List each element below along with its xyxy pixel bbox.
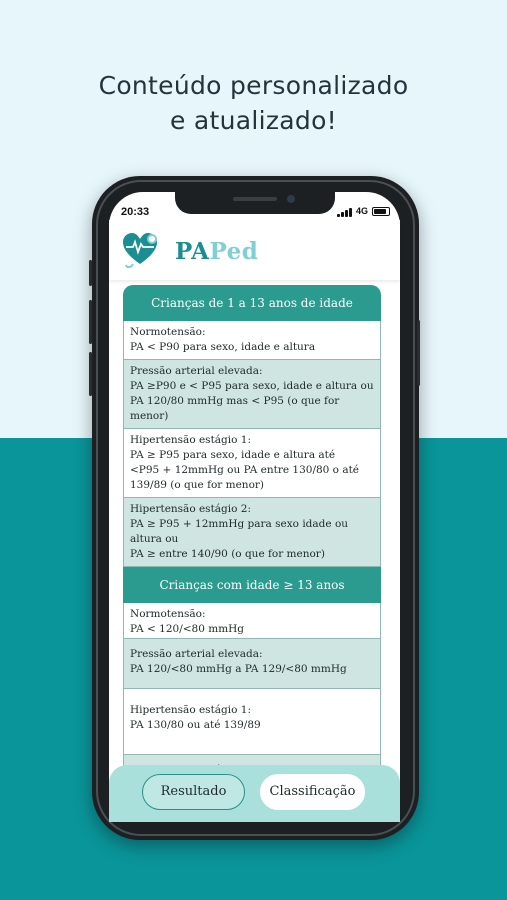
app-header bbox=[109, 220, 400, 280]
row-text: PA 120/<80 mmHg a PA 129/<80 mmHg bbox=[130, 663, 347, 675]
table-row bbox=[123, 603, 381, 639]
table-row bbox=[123, 639, 381, 689]
phone-side-button bbox=[89, 260, 92, 286]
phone-screen bbox=[109, 192, 400, 822]
phone-power-button bbox=[417, 320, 420, 386]
bottom-navigation bbox=[109, 765, 400, 822]
section-title-1-to-13: Crianças de 1 a 13 anos de idade bbox=[123, 285, 381, 321]
promo-headline bbox=[0, 68, 507, 138]
app-logo-text bbox=[175, 238, 258, 265]
row-text: PA ≥P90 e < P95 para sexo, idade e altura ou bbox=[130, 380, 374, 392]
table-row bbox=[123, 429, 381, 498]
table-row bbox=[123, 360, 381, 429]
logo-bold: PA bbox=[175, 238, 210, 265]
row-title: Normotensão: bbox=[130, 608, 206, 620]
logo-light: Ped bbox=[209, 238, 259, 265]
row-text: menor) bbox=[130, 410, 169, 422]
status-bar bbox=[109, 192, 400, 216]
result-button[interactable]: Resultado bbox=[142, 774, 245, 810]
row-text: PA < 120/<80 mmHg bbox=[130, 623, 245, 635]
headline-line-2: e atualizado! bbox=[169, 106, 338, 135]
classification-table[interactable] bbox=[123, 285, 381, 765]
network-type: 4G bbox=[356, 206, 369, 216]
phone-volume-up bbox=[89, 300, 92, 344]
row-text: PA < P90 para sexo, idade e altura bbox=[130, 341, 316, 353]
classification-button[interactable]: Classificação bbox=[260, 774, 365, 810]
row-text: PA ≥ entre 140/90 (o que for menor) bbox=[130, 548, 325, 560]
headline-line-1: Conteúdo personalizado bbox=[98, 71, 409, 100]
row-text: PA ≥ P95 para sexo, idade e altura até bbox=[130, 449, 336, 461]
table-row bbox=[123, 321, 381, 360]
table-row bbox=[123, 689, 381, 755]
row-title: Pressão arterial elevada: bbox=[130, 648, 263, 660]
phone-volume-down bbox=[89, 352, 92, 396]
row-title: Pressão arterial elevada: bbox=[130, 365, 263, 377]
row-title: Normotensão: bbox=[130, 326, 206, 338]
row-text: PA ≥ P95 + 12mmHg para sexo idade ou bbox=[130, 518, 349, 530]
heart-stethoscope-logo-icon bbox=[121, 230, 159, 270]
status-time: 20:33 bbox=[121, 206, 150, 218]
row-text: 139/89 (o que for menor) bbox=[130, 479, 265, 491]
row-text: PA 130/80 ou até 139/89 bbox=[130, 719, 261, 731]
row-text: PA 120/80 mmHg mas < P95 (o que for bbox=[130, 395, 340, 407]
row-title: Hipertensão estágio 2: bbox=[130, 503, 252, 515]
row-text: altura ou bbox=[130, 533, 179, 545]
battery-icon bbox=[372, 207, 390, 216]
table-row bbox=[123, 498, 381, 567]
row-text: <P95 + 12mmHg ou PA entre 130/80 o até bbox=[130, 464, 360, 476]
row-title: Hipertensão estágio 1: bbox=[130, 704, 252, 716]
section-title-13-plus: Crianças com idade ≥ 13 anos bbox=[123, 567, 381, 603]
row-title: Hipertensão estágio 1: bbox=[130, 434, 252, 446]
signal-icon bbox=[337, 208, 353, 217]
